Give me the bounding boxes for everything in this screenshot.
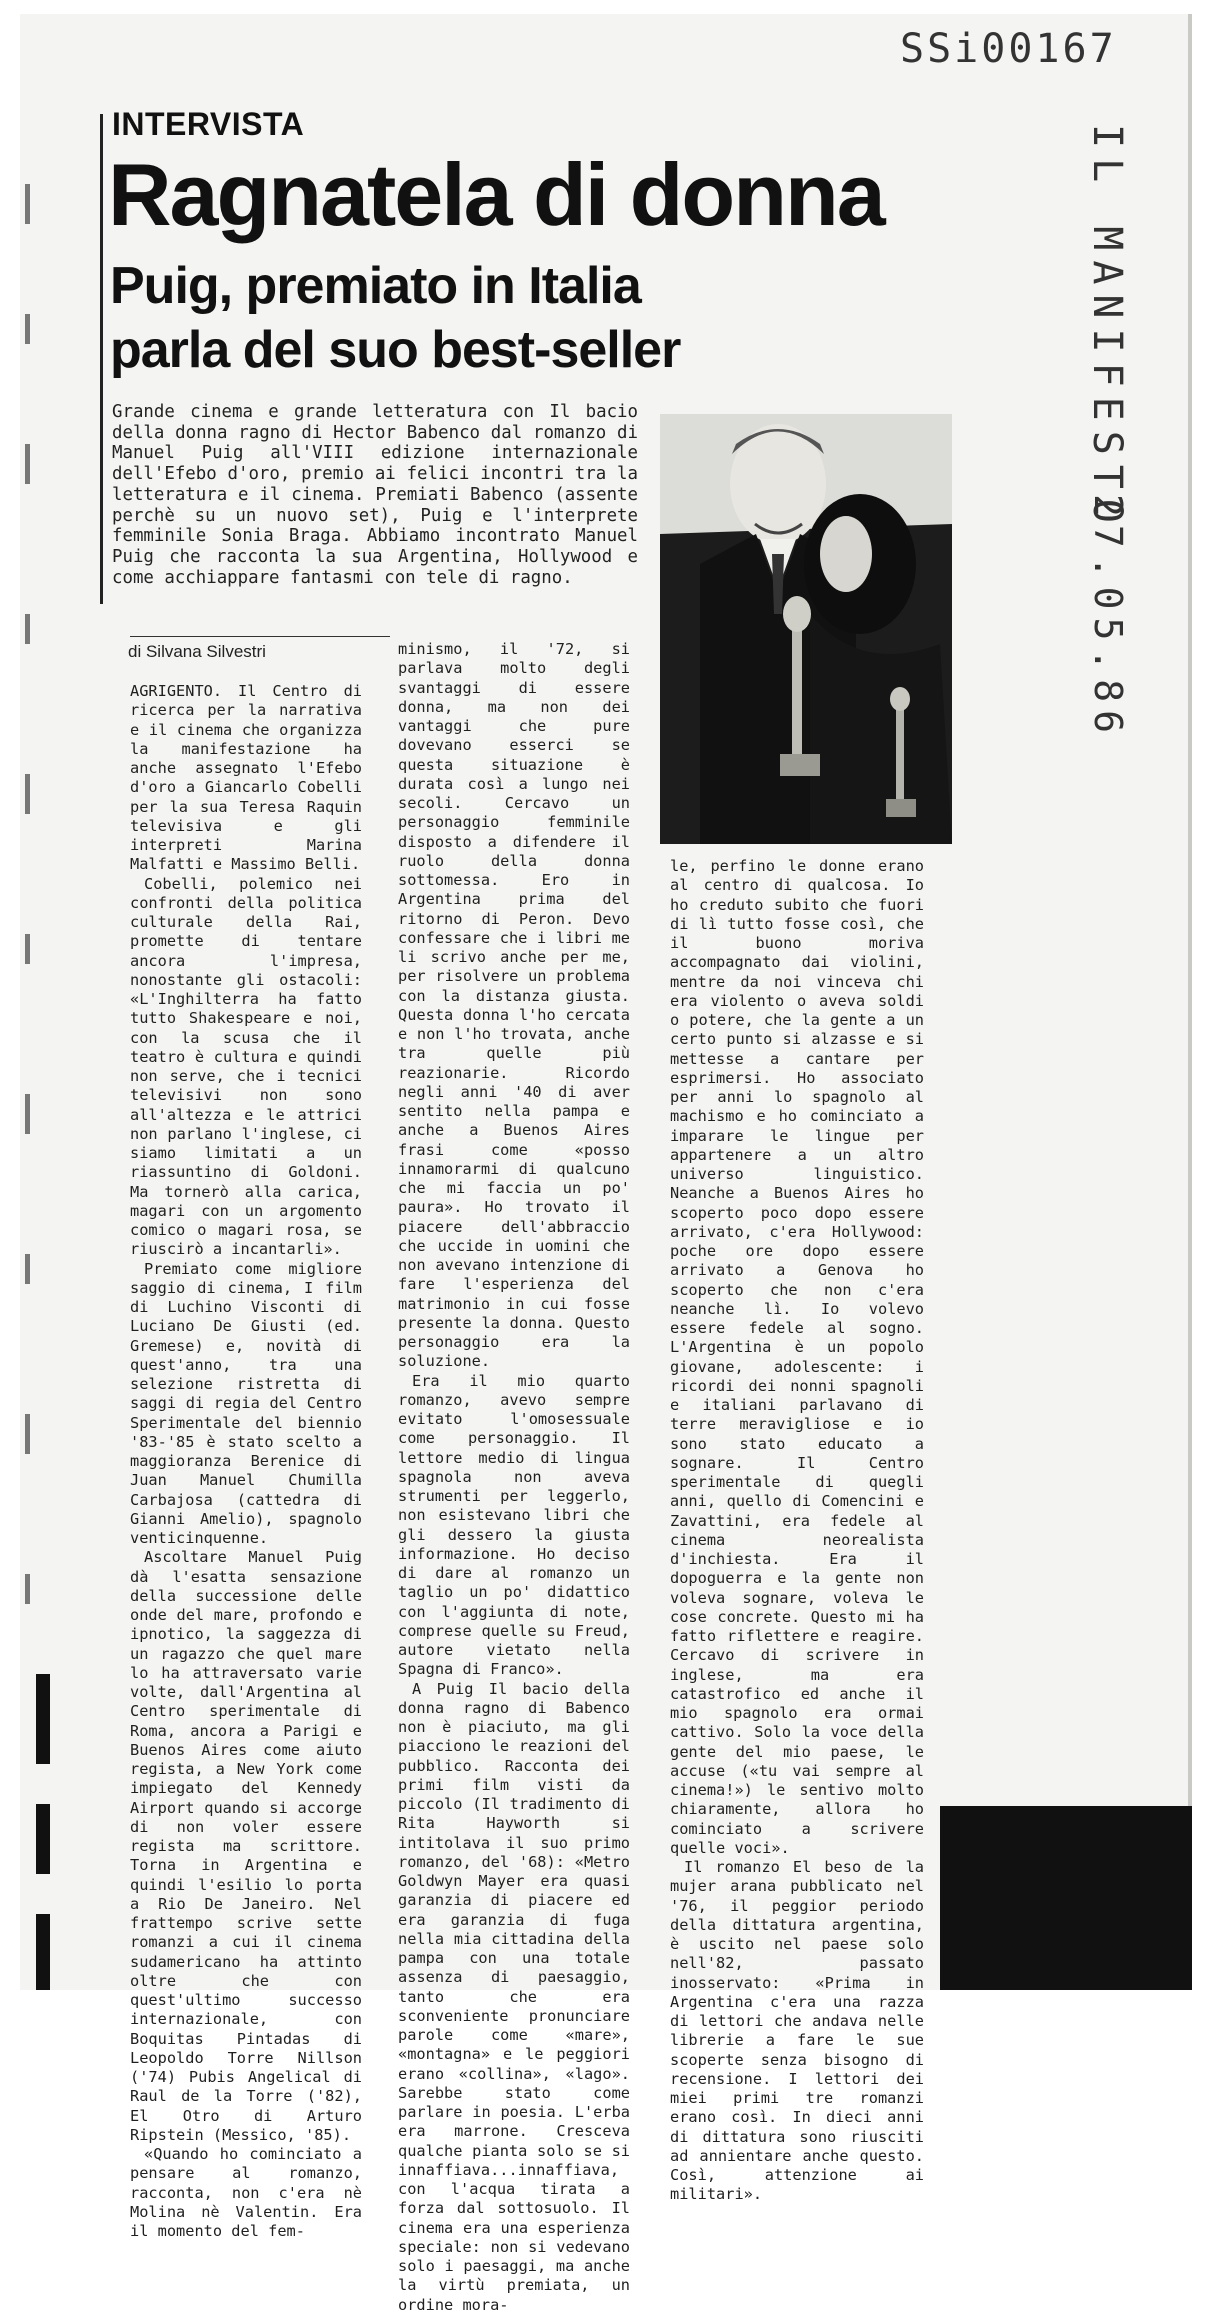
handwritten-date: 27.05.86 bbox=[1086, 494, 1130, 742]
article-column-3 bbox=[670, 857, 924, 2204]
byline-rule bbox=[130, 636, 390, 637]
paragraph: Cobelli, polemico nei confronti della politica culturale della Rai, promette di tentare ancora l'impresa, nonostante gli ostacoli: «L'Inghilterra ha fatto tutto Shakespeare e noi, con la scusa che il teatro è cultura e quindi non serve, che i tecnici televisivi non sono all'altezza e le attrici non parlano l'inglese, ci siamo limitati a un riassuntino di Goldoni. Ma tornerò alla carica, magari con un argomento comico o magari rosa, se riuscirò a incantarli». bbox=[130, 874, 362, 1259]
byline: di Silvana Silvestri bbox=[128, 642, 266, 661]
lead-paragraph: Grande cinema e grande letteratura con Il bacio della donna ragno di Hector Babenco dal romanzo di Manuel Puig all'VIII edizione internazionale dell'Efebo d'oro, premio ai felici incontri tra la letteratura e il cinema. Premiati Babenco (assente perchè su un nuovo set), Puig e l'interprete femminile Sonia Braga. Abbiamo incontrato Manuel Puig che racconta la sua Argentina, Hollywood e come acchiappare fantasmi con tele di ragno. bbox=[112, 402, 638, 588]
handwritten-source: IL MANIFESTO bbox=[1084, 124, 1130, 533]
subheadline: Puig, premiato in Italia parla del suo best-seller bbox=[110, 257, 681, 379]
paragraph: Il romanzo El beso de la mujer arana pubblicato nel '76, il peggior periodo della dittatura argentina, è uscito nel paese solo nell'82, passato inosservato: «Prima in Argentina c'era una razza di lettori che andava nelle librerie a fare le sue scoperte senza bisogno di recensione. I lettori dei miei primi tre romanzi erano così. In dieci anni di dittatura sono riusciti ad annientare anche questo. Così, attenzione ai militari». bbox=[670, 1858, 924, 2204]
paragraph: le, perfino le donne erano al centro di qualcosa. Io ho creduto subito che fuori di lì tutto fosse così, che il buono moriva accompagnato dai violini, mentre da noi vinceva chi era violento o aveva soldi o potere, che la gente a un certo punto si alzasse e si mettesse a cantare per esprimersi. Ho associato per anni lo spagnolo al machismo e ho cominciato a imparare le lingue per appartenere a un altro universo linguistico. Neanche a Buenos Aires ho scoperto poco dopo essere arrivato, c'era Hollywood: poche ore dopo essere arrivato a Genova ho scoperto che non c'era neanche lì. Io volevo essere fedele al sogno. L'Argentina è un popolo giovane, adolescente: i ricordi dei nonni spagnoli e italiani parlavano di terre meravigliose e io sono stato educato a sognare. Il Centro sperimentale di quegli anni, quello di Comencini e Zavattini, era fedele al cinema neorealista d'inchiesta. Era il dopoguerra e la gente non voleva sognare, voleva le cose concrete. Questo mi ha fatto riflettere e reagire. Cercavo di scrivere in inglese, ma era catastrofico ed anche il mio spagnolo era ormai cattivo. Solo la voce della gente del mio paese, le accuse («tu vai sempre al cinema!») le sentivo molto chiaramente, allora ho cominciato a scrivere quelle voci». bbox=[670, 857, 924, 1857]
article-column-1 bbox=[130, 682, 362, 2240]
paragraph: Ascoltare Manuel Puig dà l'esatta sensazione della successione delle onde del mare, profondo e ipnotico, la saggezza di un ragazzo che quel mare lo ha attraversato varie volte, dall'Argentina al Centro sperimentale di Roma, ancora a Parigi e Buenos Aires come aiuto regista, a New York come impiegato del Kennedy Airport quando si accorge di non voler essere regista ma scrittore. Torna in Argentina e quindi l'esilio lo porta a Rio De Janeiro. Nel frattempo scrive sette romanzi a cui il cinema sudamericano ha attinto oltre che con quest'ultimo successo internazionale, con Boquitas Pintadas di Leopoldo Torre Nillson ('74) Pubis Angelical di Raul de la Torre ('82), El Otro di Arturo Ripstein (Messico, '85). bbox=[130, 1548, 362, 2144]
newspaper-clipping bbox=[20, 14, 1192, 2314]
archive-code: SSi00167 bbox=[900, 26, 1117, 72]
headline: Ragnatela di donna bbox=[108, 145, 884, 244]
paragraph: Era il mio quarto romanzo, avevo sempre evitato l'omosessuale come personaggio. Il lettore medio di lingua spagnola non aveva strumenti per leggerlo, non esistevano libri che gli dessero la giusta informazione. Ho deciso di dare al romanzo un taglio un po' didattico con l'aggiunta di note, comprese quelle su Freud, autore vietato nella Spagna di Franco». bbox=[398, 1371, 630, 1679]
vertical-rule bbox=[100, 114, 103, 604]
paragraph: «Quando ho cominciato a pensare al romanzo, racconta, non c'era nè Molina nè Valentin. Era il momento del fem- bbox=[130, 2145, 362, 2240]
paragraph: A Puig Il bacio della donna ragno di Babenco non è piaciuto, ma gli piacciono le reazioni del pubblico. Racconta dei primi film visti da piccolo (Il tradimento di Rita Hayworth si intitolava il suo primo romanzo, del '68): «Metro Goldwyn Mayer era quasi garanzia di piacere ed era garanzia di fuga nella mia cittadina della pampa con una totale assenza di paesaggio, tanto che era sconveniente pronunciare parole come «mare», «montagna» e le peggiori erano «collina», «lago». Sarebbe stato come parlare in poesia. L'erba era marrone. Cresceva qualche pianta solo se si innaffiava...innaffiava, con l'acqua tirata a forza dal sottosuolo. Il cinema era una esperienza speciale: non si vedevano solo i paesaggi, ma anche la virtù premiata, un ordine mora- bbox=[398, 1679, 630, 2314]
article-column-2 bbox=[398, 640, 630, 2314]
paragraph: minismo, il '72, si parlava molto degli svantaggi di essere donna, ma non dei vantaggi che pure dovevano esserci se questa situazione è durata così a lungo nei secoli. Cercavo un personaggio femminile disposto a difendere il ruolo della donna sottomessa. Ero in Argentina prima del ritorno di Peron. Devo confessare che i libri me li scrivo anche per me, per risolvere un problema con la distanza giusta. Questa donna l'ho cercata e non l'ho trovata, anche tra quelle più reazionarie. Ricordo negli anni '40 di aver sentito nella pampa e anche a Buenos Aires frasi come «posso innamorarmi di qualcuno che mi faccia un po' paura». Ho trovato il piacere dell'abbraccio che uccide in uomini che non avevano intenzione di fare l'esperienza del matrimonio in cui fosse presente la donna. Questo personaggio era la soluzione. bbox=[398, 640, 630, 1371]
photo-puig-and-braga bbox=[660, 414, 952, 844]
page-edge bbox=[1188, 14, 1192, 1990]
scan-corner-shadow bbox=[940, 1806, 1192, 1990]
section-label: INTERVISTA bbox=[112, 106, 305, 142]
paragraph: AGRIGENTO. Il Centro di ricerca per la narrativa e il cinema che organizza la manifestazione ha anche assegnato l'Efebo d'oro a Giancarlo Cobelli per la sua Teresa Raquin televisiva e gli interpreti Marina Malfatti e Massimo Belli. bbox=[130, 682, 362, 874]
paragraph: Premiato come migliore saggio di cinema, I film di Luchino Visconti di Luciano De Giusti (ed. Gremese) e, novità di quest'anno, tra una selezione ristretta di saggi di regia del Centro Sperimentale del biennio '83-'85 è stato scelto a maggioranza Berenice di Juan Manuel Chumilla Carbajosa (cattedra di Gianni Amelio), spagnolo venticinquenne. bbox=[130, 1259, 362, 1547]
